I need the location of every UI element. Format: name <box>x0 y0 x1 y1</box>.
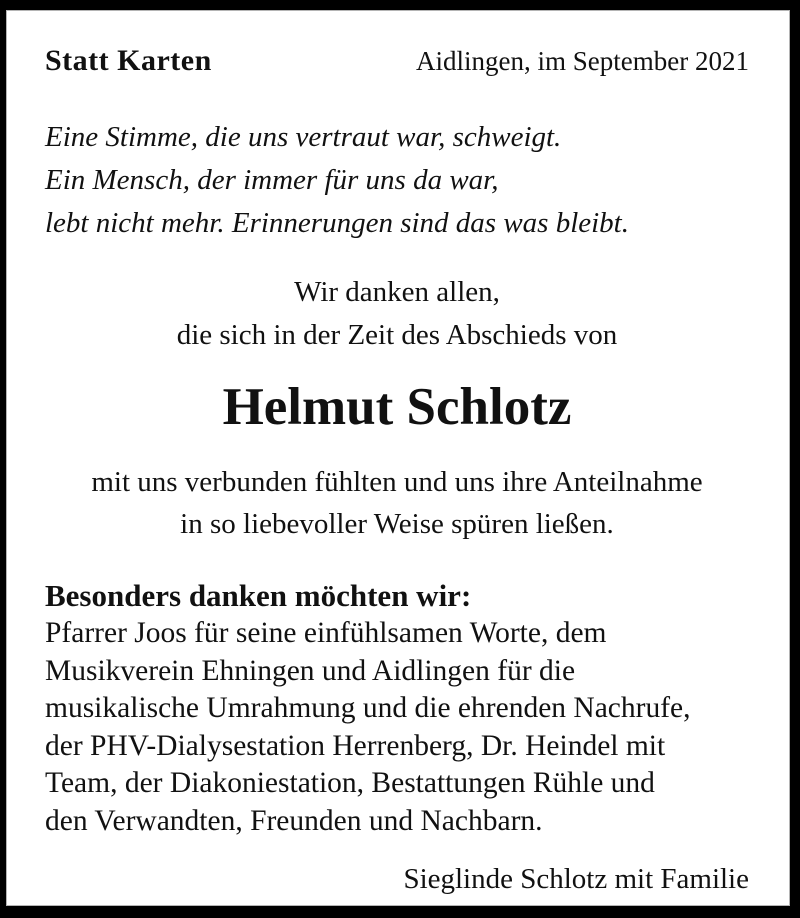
thanks-body-line-6: den Verwandten, Freunden und Nachbarn. <box>45 804 543 837</box>
verse-line-2: Ein Mensch, der immer für uns da war, <box>45 164 499 196</box>
special-thanks-body <box>45 615 749 840</box>
special-thanks-heading: Besonders danken möchten wir: <box>45 578 472 613</box>
after-name-line-1: mit uns verbunden fühlten und uns ihre Anteilnahme <box>91 466 703 498</box>
thanks-body-line-2: Musikverein Ehningen und Aidlingen für die <box>45 654 576 687</box>
statt-karten-label: Statt Karten <box>45 44 212 77</box>
thanks-body-line-1: Pfarrer Joos für seine einfühlsamen Worte, dem <box>45 617 607 649</box>
thanks-body-line-5: Team, der Diakoniestation, Bestattungen Rühle und <box>45 767 655 799</box>
intro-line-2: die sich in der Zeit des Abschieds von <box>176 319 618 351</box>
thanks-body-line-3: musikalische Umrahmung und die ehrenden Nachrufe, <box>45 692 691 724</box>
after-name-line-2: in so liebevoller Weise spüren ließen. <box>180 508 614 540</box>
notice-header <box>45 44 749 78</box>
place-date-label: Aidlingen, im September 2021 <box>416 46 749 76</box>
thanks-intro <box>45 271 749 357</box>
obituary-notice-sheet <box>6 10 790 906</box>
after-name-text <box>45 461 749 545</box>
verse-line-3: lebt nicht mehr. Erinnerungen sind das was bleibt. <box>45 207 629 239</box>
deceased-name: Helmut Schlotz <box>222 378 572 436</box>
thanks-body-line-4: der PHV-Dialysestation Herrenberg, Dr. Heindel mit <box>45 729 666 762</box>
special-thanks-section <box>45 577 749 840</box>
intro-line-1: Wir danken allen, <box>294 276 500 308</box>
verse-line-1: Eine Stimme, die uns vertraut war, schweigt. <box>45 121 562 153</box>
family-signature: Sieglinde Schlotz mit Familie <box>403 863 749 895</box>
memorial-verse <box>45 116 749 245</box>
